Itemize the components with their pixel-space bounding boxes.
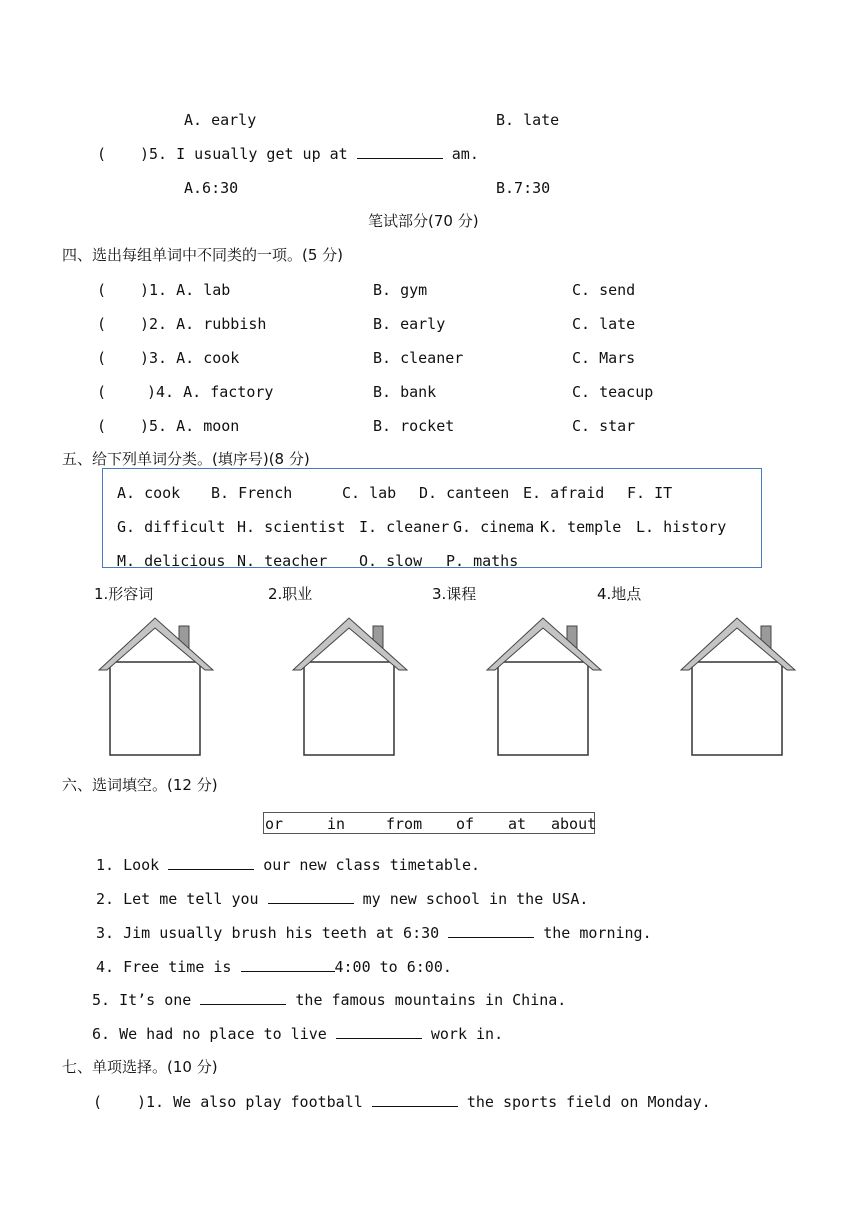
item-text: the morning. — [543, 924, 652, 942]
item-text: 4:00 to 6:00. — [334, 958, 452, 976]
answer-paren: ( — [97, 145, 107, 163]
s4-row-4-b: B. bank — [373, 383, 437, 401]
answer-blank[interactable] — [200, 990, 286, 1005]
word-item: O. slow — [359, 552, 423, 570]
option-word: from — [386, 815, 423, 833]
answer-blank[interactable] — [336, 1024, 422, 1039]
house-icon[interactable] — [485, 616, 603, 758]
s4-row-5-a: )5. A. moon — [140, 417, 240, 435]
option-word: about — [551, 815, 597, 833]
s4-row-3-b: B. cleaner — [373, 349, 464, 367]
word-item: G. difficult — [117, 518, 226, 536]
item-text: our new class timetable. — [263, 856, 481, 874]
category-subject: 3.课程 — [432, 585, 477, 603]
s4-row-1-b: B. gym — [373, 281, 428, 299]
s4-row-5-c: C. star — [572, 417, 636, 435]
s4-row-4-a: )4. A. factory — [147, 383, 274, 401]
item-text: 3. Jim usually brush his teeth at 6:30 — [96, 924, 440, 942]
s4-row-1-c: C. send — [572, 281, 636, 299]
answer-paren: ( — [97, 417, 107, 435]
answer-paren: ( — [97, 349, 107, 367]
word-item: I. cleaner — [359, 518, 450, 536]
option-word: of — [456, 815, 475, 833]
answer-paren: ( — [97, 281, 107, 299]
written-part-title: 笔试部分(70 分) — [368, 212, 479, 230]
item-text: 1. Look — [96, 856, 160, 874]
word-item: G. cinema — [453, 518, 535, 536]
word-item: M. delicious — [117, 552, 226, 570]
word-options-box — [263, 812, 595, 834]
house-icon[interactable] — [97, 616, 215, 758]
item-text: my new school in the USA. — [362, 890, 589, 908]
question-text: )1. We also play football — [137, 1093, 363, 1111]
option-word: at — [508, 815, 527, 833]
option-a: A.6:30 — [184, 179, 239, 197]
category-job: 2.职业 — [268, 585, 313, 603]
item-text: 6. We had no place to live — [92, 1025, 327, 1043]
fill-item-4 — [96, 957, 452, 977]
option-a: A. early — [184, 111, 257, 129]
answer-paren: ( — [97, 383, 107, 401]
section-6-heading: 六、选词填空。(12 分) — [62, 776, 218, 794]
word-item: C. lab — [342, 484, 397, 502]
question-text: the sports field on Monday. — [466, 1093, 711, 1111]
s4-row-5-b: B. rocket — [373, 417, 455, 435]
mc-question-1 — [137, 1092, 711, 1112]
item-text: work in. — [430, 1025, 504, 1043]
s4-row-2-b: B. early — [373, 315, 446, 333]
item-text: 5. It’s one — [92, 991, 192, 1009]
section-4-heading: 四、选出每组单词中不同类的一项。(5 分) — [62, 246, 344, 264]
s4-row-3-c: C. Mars — [572, 349, 636, 367]
house-icon[interactable] — [679, 616, 797, 758]
fill-item-1 — [96, 855, 480, 875]
option-word: in — [327, 815, 346, 833]
fill-item-6 — [92, 1024, 503, 1044]
item-text: 2. Let me tell you — [96, 890, 259, 908]
word-item: L. history — [636, 518, 727, 536]
s4-row-4-c: C. teacup — [572, 383, 654, 401]
word-item: E. afraid — [523, 484, 605, 502]
answer-paren: ( — [97, 315, 107, 333]
item-text: 4. Free time is — [96, 958, 232, 976]
s4-row-2-a: )2. A. rubbish — [140, 315, 267, 333]
option-b: B.7:30 — [496, 179, 551, 197]
section-7-heading: 七、单项选择。(10 分) — [62, 1058, 218, 1076]
answer-blank[interactable] — [168, 855, 254, 870]
word-item: P. maths — [446, 552, 519, 570]
fill-item-2 — [96, 889, 588, 909]
word-item: B. French — [211, 484, 293, 502]
word-item: A. cook — [117, 484, 181, 502]
word-item: K. temple — [540, 518, 622, 536]
question-5 — [140, 144, 479, 164]
s4-row-1-a: )1. A. lab — [140, 281, 231, 299]
section-5-heading: 五、给下列单词分类。(填序号)(8 分) — [62, 450, 310, 468]
option-b: B. late — [496, 111, 560, 129]
answer-blank[interactable] — [448, 923, 534, 938]
answer-paren: ( — [93, 1093, 103, 1111]
word-item: H. scientist — [237, 518, 346, 536]
fill-item-3 — [96, 923, 652, 943]
s4-row-3-a: )3. A. cook — [140, 349, 240, 367]
question-tail: am. — [451, 145, 479, 163]
answer-blank[interactable] — [268, 889, 354, 904]
category-adjective: 1.形容词 — [94, 585, 154, 603]
answer-blank[interactable] — [357, 144, 443, 159]
question-text: )5. I usually get up at — [140, 145, 348, 163]
s4-row-2-c: C. late — [572, 315, 636, 333]
category-place: 4.地点 — [597, 585, 642, 603]
house-icon[interactable] — [291, 616, 409, 758]
word-item: F. IT — [627, 484, 673, 502]
word-item: N. teacher — [237, 552, 328, 570]
item-text: the famous mountains in China. — [295, 991, 567, 1009]
option-word: or — [265, 815, 284, 833]
answer-blank[interactable] — [241, 957, 335, 972]
fill-item-5 — [92, 990, 566, 1010]
answer-blank[interactable] — [372, 1092, 458, 1107]
word-item: D. canteen — [419, 484, 510, 502]
